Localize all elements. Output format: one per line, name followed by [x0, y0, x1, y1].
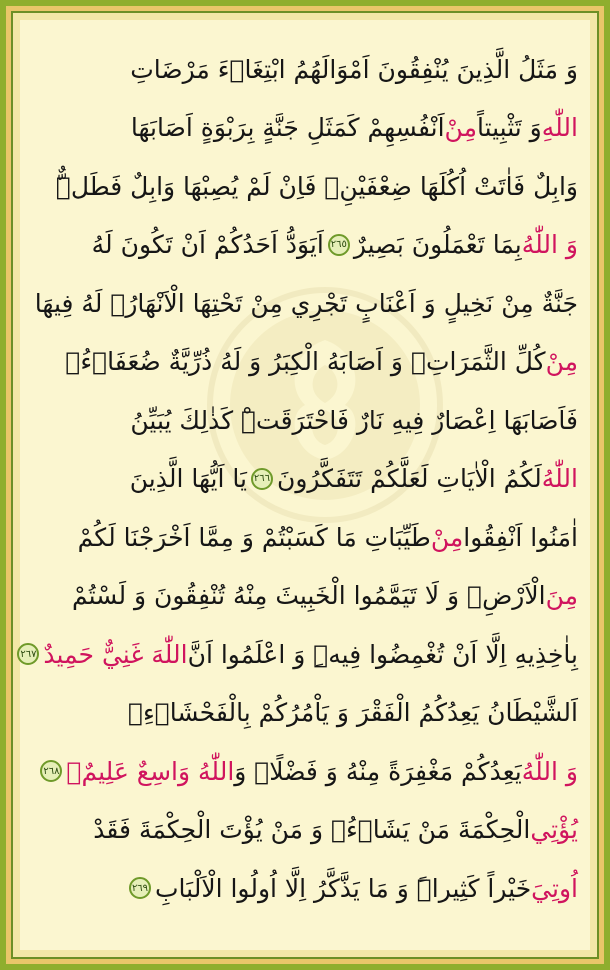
verse-text: طَيِّبَاتِ مَا كَسَبْتُمْ وَ مِمَّا اَخْرَجْنَا لَكُمْ — [77, 522, 431, 552]
verse-line — [34, 276, 578, 330]
highlighted-word: اُوتِيَ — [531, 873, 578, 903]
verse-text: وَ تَثْبِيتاً — [476, 113, 542, 142]
verse-text: اَيَوَدُّ اَحَدُكُمْ اَنْ تَكُونَ لَهُ — [91, 230, 324, 259]
verse-text: يَعِدُكُمْ مَغْفِرَةً مِنْهُ وَ فَضْلًاۜ وَ — [234, 756, 522, 786]
verse-text: يَا اَيُّهَا الَّذِينَ — [129, 464, 247, 493]
highlighted-word: مِنْ — [545, 347, 578, 376]
verse-text: بِمَا تَعْمَلُونَ بَصِيرٌ — [353, 230, 522, 259]
verse-text: لَكُمُ الْاٰيَاتِ لَعَلَّكُمْ تَتَفَكَّرُونَ — [276, 464, 542, 493]
ayah-number-marker: ٢٦٧ — [17, 643, 39, 665]
verse-line — [38, 803, 578, 857]
verse-text: الْحِكْمَةَ مَنْ يَشَاۤءُۚ وَ مَنْ يُؤْتَ الْحِكْمَةَ فَقَدْ — [93, 815, 531, 844]
highlighted-word: اللّٰهَ غَنِيٌّ حَمِيدٌ — [43, 639, 188, 669]
verse-text: كُلِّ الثَّمَرَاتِۙ وَ اَصَابَهُ الْكِبَرُ وَ لَهُ ذُرِّيَّةٌ ضُعَفَاۤءُۖ — [65, 347, 546, 376]
verse-line — [20, 627, 578, 681]
verse-lines — [20, 20, 590, 950]
verse-text: اَلشَّيْطَانُ يَعِدُكُمُ الْفَقْرَ وَ يَاْمُرُكُمْ بِالْفَحْشَاۤءِۚ — [128, 698, 578, 727]
verse-line — [38, 569, 578, 623]
verse-line — [38, 686, 578, 740]
verse-line — [38, 335, 578, 389]
highlighted-word: يُؤْتِي — [530, 815, 578, 844]
verse-line — [38, 510, 578, 564]
verse-line — [38, 393, 578, 447]
highlighted-word: مِنْ — [430, 522, 464, 552]
verse-line — [38, 452, 578, 506]
highlighted-word: مِنَ — [545, 581, 578, 610]
verse-line — [38, 42, 578, 96]
verse-line — [38, 744, 578, 798]
highlighted-word: وَ اللّٰهُ — [521, 756, 578, 786]
verse-text: اَنْفُسِهِمْ كَمَثَلِ جَنَّةٍ بِرَبْوَةٍ اَصَابَهَا — [130, 113, 445, 142]
verse-text: خَيْراً كَثِيراًۜ وَ مَا يَذَّكَّرُ اِلَّا اُولُوا الْاَلْبَابِ — [155, 873, 532, 903]
verse-text: بِاٰخِذِيهِ اِلَّا اَنْ تُغْمِضُوا فِيهِۜ وَ اعْلَمُوا اَنَّ — [187, 639, 578, 669]
verse-text: وَ مَثَلُ الَّذِينَ يُنْفِقُونَ اَمْوَالَهُمُ ابْتِغَاۤءَ مَرْضَاتِ — [130, 54, 578, 84]
verse-line — [38, 861, 578, 915]
highlighted-word: اللّٰهِ — [541, 113, 578, 142]
ayah-number-marker: ٢٦٥ — [328, 234, 350, 256]
highlighted-word: وَ اللّٰهُ — [521, 230, 578, 259]
verse-text: وَابِلٌ فَاٰتَتْ اُكُلَهَا ضِعْفَيْنِۚ فَاِنْ لَمْ يُصِبْهَا وَابِلٌ فَطَلٌّۜ — [55, 171, 578, 201]
verse-text: جَنَّةٌ مِنْ نَخِيلٍ وَ اَعْنَابٍ تَجْرِي مِنْ تَحْتِهَا الْاَنْهَارُۙ لَهُ فِيهَا — [34, 288, 578, 318]
text-panel — [20, 20, 590, 950]
verse-line — [38, 159, 578, 213]
verse-text: اٰمَنُوا اَنْفِقُوا — [463, 522, 578, 552]
highlighted-word: اللّٰهُ — [541, 464, 578, 493]
verse-text: فَاَصَابَهَا اِعْصَارٌ فِيهِ نَارٌ فَاحْتَرَقَتْۜ كَذٰلِكَ يُبَيِّنُ — [130, 405, 578, 435]
highlighted-word: مِنْ — [444, 113, 477, 142]
verse-line — [38, 218, 578, 272]
verse-text: الْاَرْضِۖ وَ لَا تَيَمَّمُوا الْخَبِيثَ مِنْهُ تُنْفِقُونَ وَ لَسْتُمْ — [71, 581, 546, 610]
ayah-number-marker: ٢٦٨ — [40, 760, 62, 782]
verse-line — [38, 101, 578, 155]
ayah-number-marker: ٢٦٦ — [251, 468, 273, 490]
highlighted-word: اللّٰهُ وَاسِعٌ عَلِيمٌۚ — [66, 756, 235, 786]
ayah-number-marker: ٢٦٩ — [129, 877, 151, 899]
